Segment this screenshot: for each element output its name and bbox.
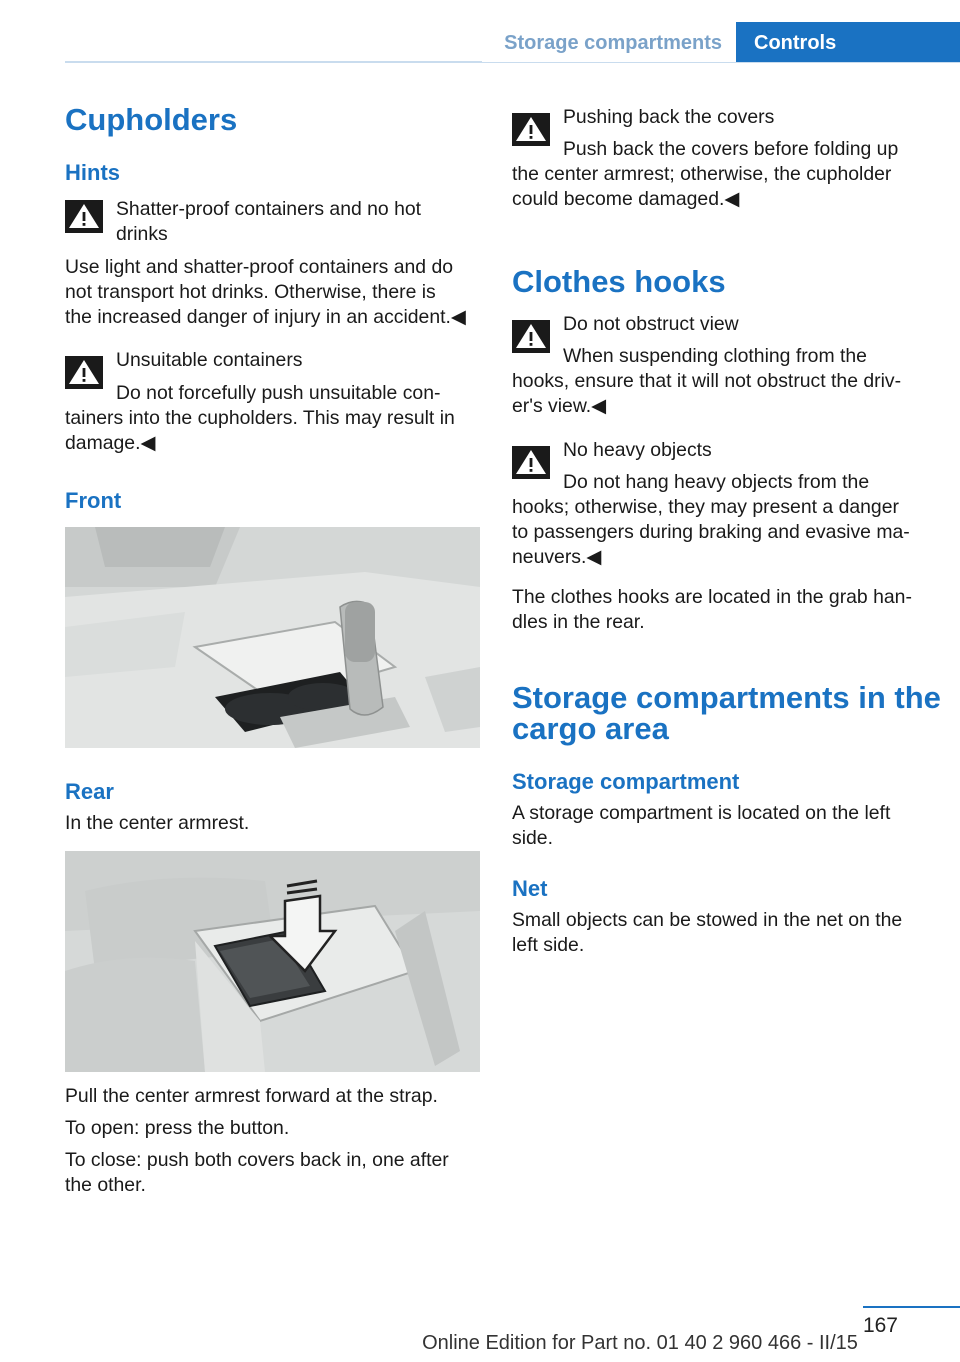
warning-body: Push back the covers before folding up [563,138,899,160]
page-number: 167 [862,1314,898,1337]
front-heading: Front [65,488,122,513]
warning-icon [512,320,550,353]
warning-title: Shatter-proof containers and no hot [116,198,422,220]
rear-heading: Rear [65,779,114,804]
net-heading: Net [512,876,548,901]
rear-armrest-illustration [65,851,480,1072]
warning-body: Do not hang heavy objects from the [563,471,870,493]
header-section: Storage compartments [482,22,736,62]
edition-note: Online Edition for Part no. 01 40 2 960 466 - II/15 [422,1332,858,1354]
warning-body: hooks; otherwise, they may present a danger [512,496,899,518]
warning-body: could become damaged.◀ [512,188,740,210]
cupholders-title: Cupholders [65,102,238,137]
warning-body: damage.◀ [65,432,156,454]
warning-title: No heavy objects [563,439,712,461]
warning-title-cont: drinks [116,223,168,245]
net-text-cont: left side. [512,934,585,956]
warning-title: Do not obstruct view [563,313,739,335]
warning-icon [512,446,550,479]
step-close-cont: the other. [65,1174,146,1196]
storage-text-cont: side. [512,827,553,849]
clothes-text-cont: dles in the rear. [512,611,645,633]
warning-body: Do not forcefully push unsuitable con- [116,382,441,404]
storage-text: A storage compartment is located on the left [512,802,891,824]
warning-body: When suspending clothing from the [563,345,867,367]
net-text: Small objects can be stowed in the net on the [512,909,903,931]
warning-icon [65,200,103,233]
storage-compartment-heading: Storage compartment [512,769,740,794]
warning-body: the increased danger of injury in an accident.◀ [65,306,466,328]
warning-body: hooks, ensure that it will not obstruct the driv- [512,370,902,392]
warning-body: neuvers.◀ [512,546,602,568]
cargo-storage-title: Storage compartments in the [512,680,941,715]
header-chapter: Controls [736,22,960,62]
warning-icon [512,113,550,146]
cargo-storage-title-cont: cargo area [512,711,669,746]
step-open: To open: press the button. [65,1117,290,1139]
warning-body: er's view.◀ [512,395,607,417]
warning-icon [65,356,103,389]
warning-body: not transport hot drinks. Otherwise, there is [65,281,436,303]
warning-body: the center armrest; otherwise, the cupholder [512,163,892,185]
warning-title: Unsuitable containers [116,349,303,371]
step-close: To close: push both covers back in, one after [65,1149,449,1171]
warning-body: tainers into the cupholders. This may result in [65,407,455,429]
warning-body: Use light and shatter-proof containers and do [65,256,454,278]
footer-rule [863,1306,960,1308]
warning-title: Pushing back the covers [563,106,775,128]
clothes-hooks-title: Clothes hooks [512,264,726,299]
clothes-text: The clothes hooks are located in the grab han- [512,586,912,608]
step-pull: Pull the center armrest forward at the strap. [65,1085,438,1107]
hints-heading: Hints [65,160,120,185]
front-cupholder-illustration [65,527,480,748]
warning-body: to passengers during braking and evasive ma- [512,521,910,543]
rear-text: In the center armrest. [65,812,250,834]
